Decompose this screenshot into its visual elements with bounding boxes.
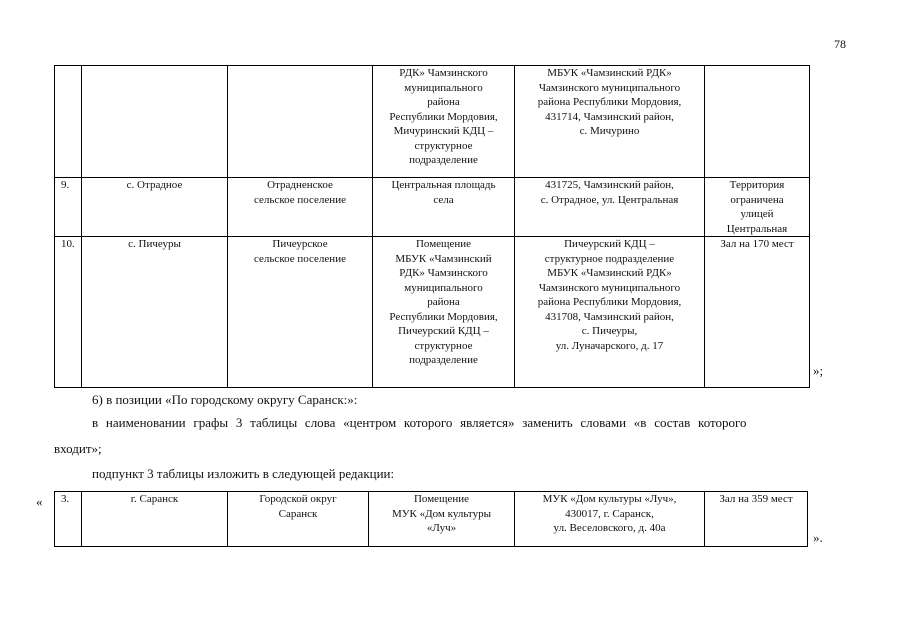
table-cell-capacity: Зал на 359 мест [705,492,808,547]
table-cell-number: 10. [55,237,82,388]
table-cell-address: Пичеурский КДЦ – структурное подразделение МБУК «Чамзинский РДК» Чамзинского муниципального района Республики Мордовия, 431708, Чамзинский район, с. Пичеуры, ул. Луначарского, д. 17 [515,237,705,388]
table-cell-settlement: с. Отрадное [82,178,228,237]
table-cell-venue: РДК» Чамзинского муниципального района Республики Мордовия, Мичуринский КДЦ – структурное подразделение [373,66,515,178]
table-row [55,66,810,178]
table-cell-venue: Центральная площадь села [373,178,515,237]
paragraph-item-6: 6) в позиции «По городскому округу Саранск:»: [92,392,358,407]
table-row [55,237,810,388]
table-row [55,492,808,547]
table-cell-address: МУК «Дом культуры «Луч», 430017, г. Саранск, ул. Веселовского, д. 40а [515,492,705,547]
paragraph-rename-line1: в наименовании графы 3 таблицы слова «центром которого является» заменить словами «в состав которого [92,415,747,430]
table-cell-settlement: г. Саранск [82,492,228,547]
table-cell-number [55,66,82,178]
table-cell-municipality: Городской округ Саранск [228,492,369,547]
table-cell-capacity: Территория ограничена улицей Центральная [705,178,810,237]
venues-table-continued [54,65,810,388]
table-cell-address: 431725, Чамзинский район, с. Отрадное, ул. Центральная [515,178,705,237]
page-number: 78 [834,37,846,51]
table-cell-municipality: Пичеурское сельское поселение [228,237,373,388]
saransk-table [54,491,808,547]
table-cell-municipality: Отрадненское сельское поселение [228,178,373,237]
table-cell-number: 3. [55,492,82,547]
table-row [55,178,810,237]
table-cell-municipality [228,66,373,178]
table-cell-venue: Помещение МУК «Дом культуры «Луч» [369,492,515,547]
table-cell-capacity: Зал на 170 мест [705,237,810,388]
table2-opening-quote: « [36,494,43,509]
table2-closing-quote: ». [813,530,823,545]
table-cell-capacity [705,66,810,178]
table-cell-number: 9. [55,178,82,237]
table-cell-venue: Помещение МБУК «Чамзинский РДК» Чамзинского муниципального района Республики Мордовия, Пичеурский КДЦ – структурное подразделение [373,237,515,388]
paragraph-rename-line2: входит»; [54,441,102,456]
paragraph-subitem-3: подпункт 3 таблицы изложить в следующей редакции: [92,466,395,481]
table-cell-settlement: с. Пичеуры [82,237,228,388]
table-cell-address: МБУК «Чамзинский РДК» Чамзинского муниципального района Республики Мордовия, 431714, Чамзинский район, с. Мичурино [515,66,705,178]
table-cell-settlement [82,66,228,178]
table1-closing-quote: »; [813,363,824,378]
